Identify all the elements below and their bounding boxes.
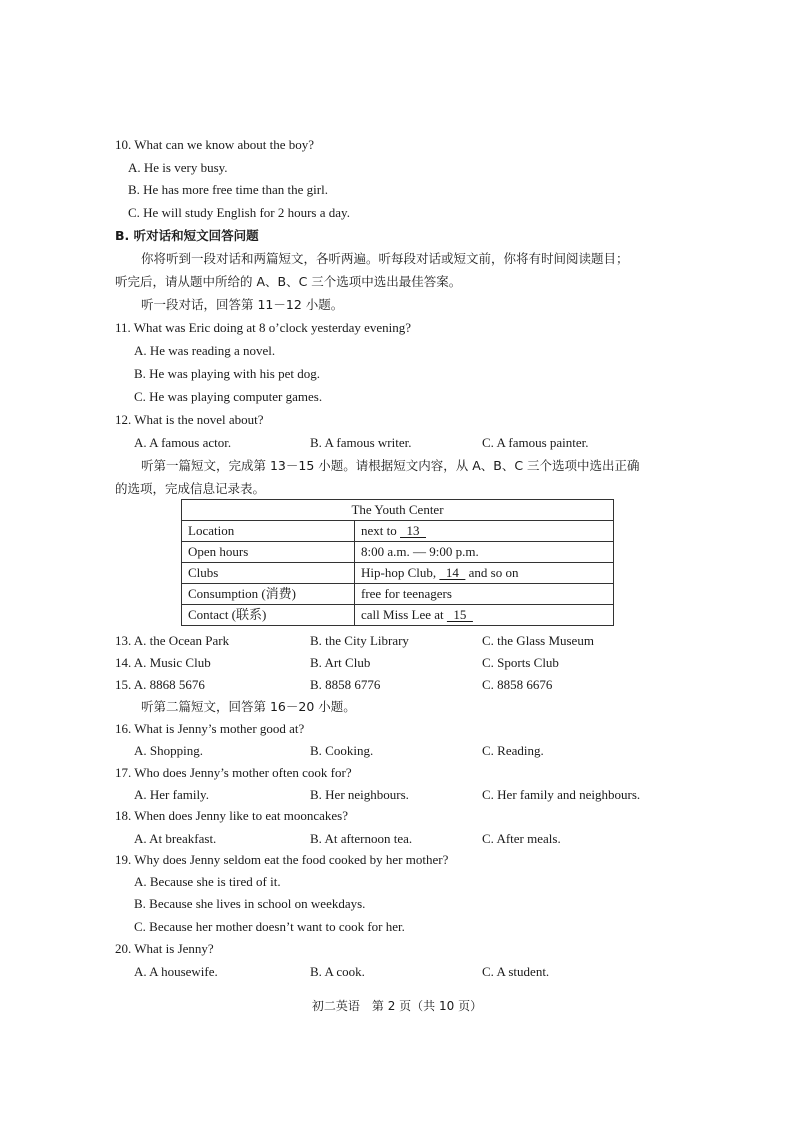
- section-b-instruction-2: 听完后，请从题中所给的 A、B、C 三个选项中选出最佳答案。: [115, 274, 462, 289]
- q12-option-b: B. A famous writer.: [310, 435, 412, 450]
- passage1-intro-line2: 的选项，完成信息记录表。: [115, 481, 266, 496]
- q16-option-b: B. Cooking.: [310, 743, 374, 758]
- q12-option-c: C. A famous painter.: [482, 435, 589, 450]
- q13-option-a: 13. A. the Ocean Park: [115, 633, 230, 648]
- dialogue-intro: 听一段对话，回答第 11－12 小题。: [141, 297, 344, 312]
- table-row: [182, 584, 614, 605]
- q16-option-a: A. Shopping.: [134, 743, 203, 758]
- answer-blank-14: 14: [439, 565, 466, 580]
- question-10: 10. What can we know about the boy?: [115, 137, 315, 152]
- question-18: 18. When does Jenny like to eat mooncakes?: [115, 808, 348, 823]
- q10-option-b: B. He has more free time than the girl.: [128, 182, 328, 197]
- q15-option-c: C. 8858 6676: [482, 677, 553, 692]
- table-label: Contact (联系): [182, 605, 355, 626]
- q11-option-a: A. He was reading a novel.: [134, 343, 276, 358]
- table-value: 8:00 a.m. — 9:00 p.m.: [355, 542, 614, 563]
- q20-option-b: B. A cook.: [310, 964, 365, 979]
- q19-option-a: A. Because she is tired of it.: [134, 874, 281, 889]
- page-footer: 初二英语 第 2 页（共 10 页）: [311, 999, 483, 1013]
- q19-option-c: C. Because her mother doesn’t want to cook for her.: [134, 919, 405, 934]
- table-value: Hip-hop Club, 14 and so on: [355, 563, 614, 584]
- table-row: [182, 563, 614, 584]
- q10-option-c: C. He will study English for 2 hours a day.: [128, 205, 350, 220]
- q13-option-b: B. the City Library: [310, 633, 409, 648]
- table-row: [182, 542, 614, 563]
- q18-option-a: A. At breakfast.: [134, 831, 217, 846]
- question-20: 20. What is Jenny?: [115, 941, 214, 956]
- table-label: Location: [182, 521, 355, 542]
- q11-option-c: C. He was playing computer games.: [134, 389, 323, 404]
- q19-option-b: B. Because she lives in school on weekdays.: [134, 896, 366, 911]
- q14-option-c: C. Sports Club: [482, 655, 559, 670]
- answer-blank-15: 15: [446, 607, 473, 622]
- q15-option-a: 15. A. 8868 5676: [115, 677, 205, 692]
- question-16: 16. What is Jenny’s mother good at?: [115, 721, 305, 736]
- table-row: [182, 521, 614, 542]
- question-19: 19. Why does Jenny seldom eat the food cooked by her mother?: [115, 852, 449, 867]
- q17-option-b: B. Her neighbours.: [310, 787, 409, 802]
- table-title: The Youth Center: [182, 500, 614, 521]
- q15-option-b: B. 8858 6776: [310, 677, 381, 692]
- q14-option-a: 14. A. Music Club: [115, 655, 211, 670]
- passage2-intro: 听第二篇短文，回答第 16－20 小题。: [141, 699, 356, 714]
- table-row: [182, 605, 614, 626]
- q20-option-a: A. A housewife.: [134, 964, 218, 979]
- q16-option-c: C. Reading.: [482, 743, 544, 758]
- table-value: call Miss Lee at 15: [355, 605, 614, 626]
- table-label: Clubs: [182, 563, 355, 584]
- section-b-heading: B. 听对话和短文回答问题: [115, 228, 259, 243]
- q18-option-c: C. After meals.: [482, 831, 561, 846]
- table-label: Consumption (消费): [182, 584, 355, 605]
- answer-blank-13: 13: [400, 523, 426, 538]
- q17-option-a: A. Her family.: [134, 787, 209, 802]
- question-11: 11. What was Eric doing at 8 o’clock yesterday evening?: [115, 320, 412, 335]
- question-17: 17. Who does Jenny’s mother often cook for?: [115, 765, 352, 780]
- section-b-instruction-1: 你将听到一段对话和两篇短文，各听两遍。听每段对话或短文前，你将有时间阅读题目；: [141, 251, 629, 266]
- q18-option-b: B. At afternoon tea.: [310, 831, 413, 846]
- q11-option-b: B. He was playing with his pet dog.: [134, 366, 320, 381]
- q13-option-c: C. the Glass Museum: [482, 633, 594, 648]
- table-value: next to 13: [355, 521, 614, 542]
- youth-center-table: [181, 499, 614, 626]
- table-value: free for teenagers: [355, 584, 614, 605]
- passage1-intro-line1: 听第一篇短文，完成第 13－15 小题。请根据短文内容，从 A、B、C 三个选项中选出正确: [141, 458, 640, 473]
- q10-option-a: A. He is very busy.: [128, 160, 228, 175]
- question-12: 12. What is the novel about?: [115, 412, 264, 427]
- q20-option-c: C. A student.: [482, 964, 550, 979]
- q17-option-c: C. Her family and neighbours.: [482, 787, 641, 802]
- table-label: Open hours: [182, 542, 355, 563]
- q14-option-b: B. Art Club: [310, 655, 371, 670]
- q12-option-a: A. A famous actor.: [134, 435, 232, 450]
